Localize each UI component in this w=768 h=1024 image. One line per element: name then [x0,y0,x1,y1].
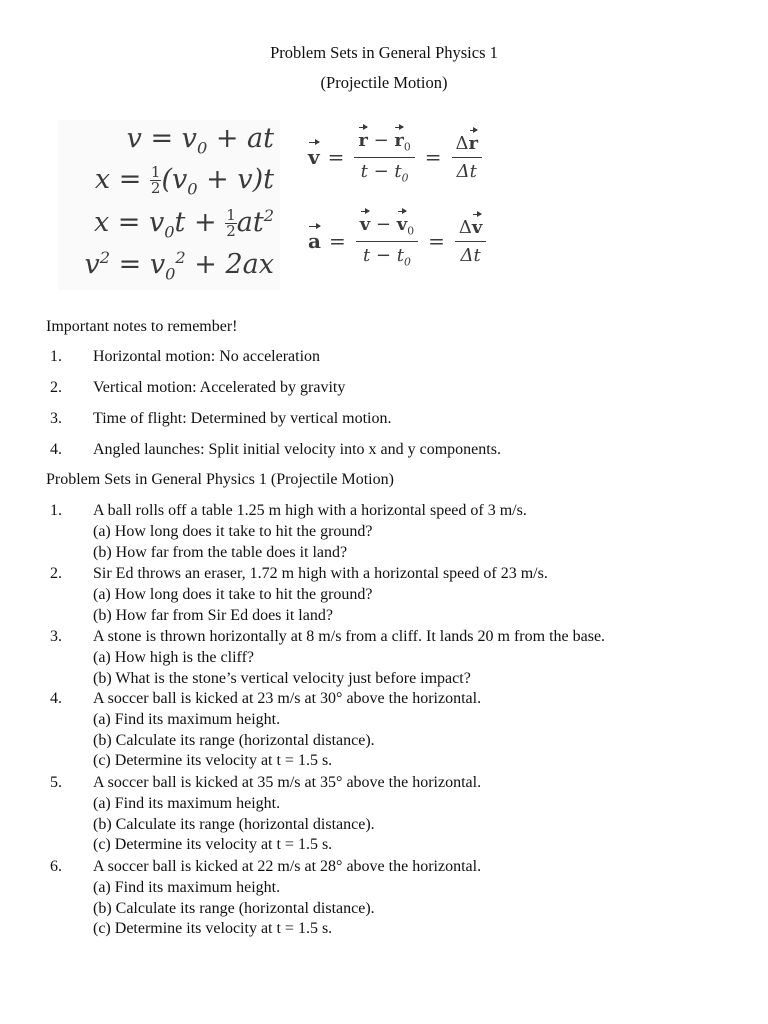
problem-number: 3. [50,628,62,645]
problem-part: (a) How high is the cliff? [93,648,254,666]
list-item-text: Vertical motion: Accelerated by gravity [93,379,346,396]
problem-number: 2. [50,565,62,582]
equation-position-time: $x = v_0t$ + $\frac{1}{2}$ $at^2$ [93,206,274,242]
kinematics-equations-image [58,120,280,290]
list-number: 2. [50,379,62,396]
problem-part: (c) Determine its velocity at t = 1.5 s. [93,920,333,938]
list-item-text: Time of flight: Determined by vertical motion. [93,410,392,427]
list-item-text: Angled launches: Split initial velocity into x and y components. [93,441,501,458]
problem-part: (a) Find its maximum height. [93,878,281,896]
list-number: 1. [50,348,62,365]
problem-part: (a) How long does it take to hit the ground? [93,585,373,603]
problem-number: 6. [50,858,62,875]
equation-velocity-time: $v = v_0$ + at [126,123,274,158]
problem-part: (a) Find its maximum height. [93,710,281,728]
problem-part: (b) What is the stone’s vertical velocity just before impact? [93,669,471,687]
problem-part: (b) How far from the table does it land? [93,543,348,561]
problem-part: (b) Calculate its range (horizontal distance). [93,899,375,917]
problem-part: (b) Calculate its range (horizontal distance). [93,815,375,833]
problem-statement: A soccer ball is kicked at 35 m/s at 35° above the horizontal. [93,774,482,791]
problem-part: (b) How far from Sir Ed does it land? [93,606,333,624]
problem-number: 5. [50,774,62,791]
problem-part: (c) Determine its velocity at t = 1.5 s. [93,836,333,854]
problem-part: (a) Find its maximum height. [93,794,281,812]
average-velocity-acceleration-image [304,120,514,280]
problem-part: (c) Determine its velocity at t = 1.5 s. [93,752,333,770]
problem-statement: A stone is thrown horizontally at 8 m/s from a cliff. It lands 20 m from the base. [93,628,606,645]
list-item-text: Horizontal motion: No acceleration [93,348,321,365]
problem-number: 1. [50,502,62,519]
list-number: 3. [50,410,62,427]
equation-average-acceleration: a = $\frac{v - v_0}{t - t_0}$ = $\frac{\Delta v}{\Delta t}$ [304,214,492,268]
problem-statement: A soccer ball is kicked at 23 m/s at 30° above the horizontal. [93,690,482,707]
document-subtitle: (Projectile Motion) [320,73,448,92]
list-number: 4. [50,441,62,458]
equation-position-average-velocity: x = $\frac{1}{2}$ $(v_0 + v)t$ [94,163,274,199]
problem-number: 4. [50,690,62,707]
equation-average-velocity: v = $\frac{r - r_0}{t - t_0}$ = $\frac{\Delta r}{\Delta t}$ [304,130,488,184]
equation-velocity-squared: $v^2 = v_0^2 + 2ax$ [84,248,274,284]
problem-statement: Sir Ed throws an eraser, 1.72 m high with a horizontal speed of 23 m/s. [93,565,548,582]
problem-part: (a) How long does it take to hit the ground? [93,522,373,540]
problem-statement: A soccer ball is kicked at 22 m/s at 28° above the horizontal. [93,858,482,875]
problems-heading: Problem Sets in General Physics 1 (Projectile Motion) [46,471,394,488]
problem-statement: A ball rolls off a table 1.25 m high with a horizontal speed of 3 m/s. [93,502,527,519]
problem-part: (b) Calculate its range (horizontal distance). [93,731,375,749]
notes-heading: Important notes to remember! [46,318,238,335]
document-title: Problem Sets in General Physics 1 [270,43,498,62]
